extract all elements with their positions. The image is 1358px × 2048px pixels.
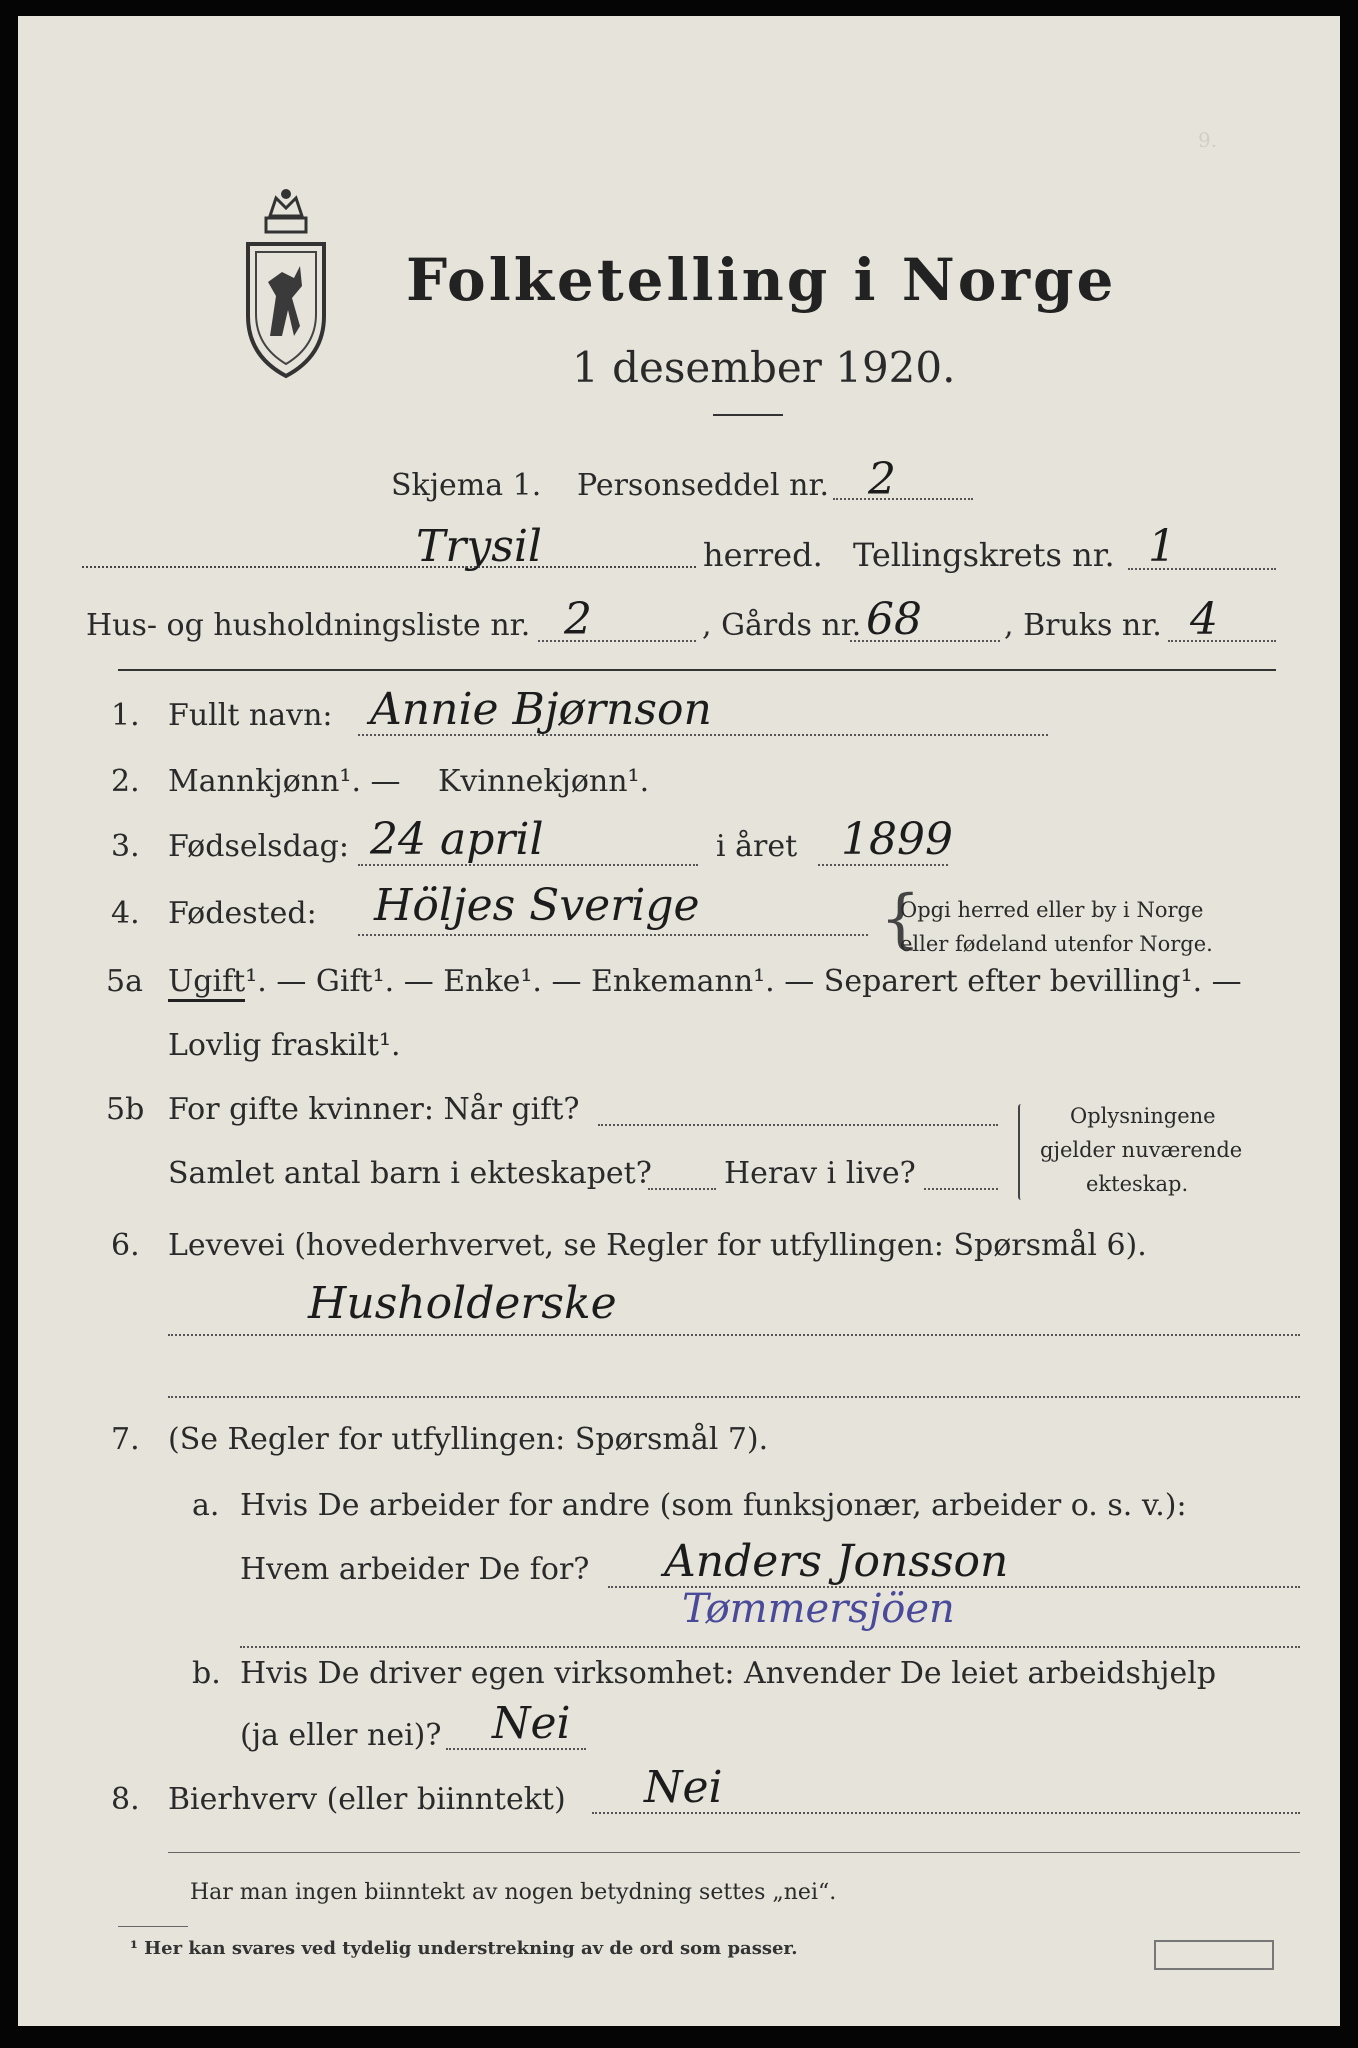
hus-line — [538, 640, 696, 642]
personseddel-label: Personseddel nr. — [577, 468, 830, 503]
coat-of-arms-icon — [240, 186, 332, 382]
q7b-line — [446, 1748, 586, 1750]
q6-line2 — [168, 1396, 1300, 1398]
q4-brace: { — [880, 882, 921, 956]
q7-number: 7. — [111, 1422, 140, 1457]
q5b-note-line2: gjelder nuværende — [1040, 1138, 1243, 1162]
q1-label: Fullt navn: — [168, 698, 333, 733]
q8-number: 8. — [111, 1782, 140, 1817]
q7b-label: (ja eller nei)? — [240, 1718, 442, 1753]
bruks-line — [1168, 640, 1276, 642]
q5b-number: 5b — [106, 1092, 145, 1127]
census-form-page — [18, 16, 1340, 2026]
bruks-label: , Bruks nr. — [1004, 608, 1162, 643]
q8-value: Nei — [644, 1762, 723, 1813]
q5b-children-label: Samlet antal barn i ekteskapet? — [168, 1156, 652, 1191]
q3-number: 3. — [111, 829, 140, 864]
q5b-alive-line — [924, 1188, 998, 1190]
herred-line — [82, 566, 696, 568]
q3-label: Fødselsdag: — [168, 829, 349, 864]
hus-value: 2 — [564, 594, 592, 645]
q6-occupation-value: Husholderske — [308, 1278, 617, 1329]
q7a-line1: Hvis De arbeider for andre (som funksjonær, arbeider o. s. v.): — [240, 1488, 1187, 1523]
q2-male-label: Mannkjønn¹. — — [168, 764, 401, 799]
bruks-value: 4 — [1190, 594, 1218, 645]
q1-line — [358, 734, 1048, 736]
q1-full-name-value: Annie Bjørnson — [370, 684, 712, 735]
bleed-through-text: 9. — [1198, 128, 1218, 152]
q5b-alive-label: Herav i live? — [724, 1156, 916, 1191]
skjema-label: Skjema 1. — [391, 468, 542, 503]
q6-number: 6. — [111, 1228, 140, 1263]
q4-number: 4. — [111, 896, 140, 931]
q3-birthdate-value: 24 april — [370, 814, 544, 865]
q7b-number: b. — [192, 1656, 221, 1691]
q5b-married-line — [598, 1124, 998, 1126]
q5b-married-label: For gifte kvinner: Når gift? — [168, 1092, 580, 1127]
q5a-ugift: Ugift — [168, 964, 245, 1002]
q5a-options — [168, 964, 1242, 999]
q7a-employer-place-value: Tømmersjöen — [682, 1586, 955, 1632]
q3-year-value: 1899 — [841, 814, 953, 865]
q5b-bracket — [1018, 1104, 1024, 1200]
q8-label: Bierhverv (eller biinntekt) — [168, 1782, 566, 1817]
q4-label: Fødested: — [168, 896, 317, 931]
q1-number: 1. — [111, 698, 140, 733]
footnote: ¹ Her kan svares ved tydelig understrekning av de ord som passer. — [130, 1938, 798, 1959]
hus-label: Hus- og husholdningsliste nr. — [86, 608, 531, 643]
tellingskrets-line — [1128, 568, 1276, 570]
title-divider — [713, 414, 783, 416]
q7b-value: Nei — [492, 1698, 571, 1749]
q4-note-line2: eller fødeland utenfor Norge. — [900, 932, 1213, 956]
q3-line — [358, 864, 698, 866]
herred-value: Trysil — [416, 521, 542, 572]
q5b-note-line1: Oplysningene — [1070, 1104, 1216, 1128]
personseddel-value: 2 — [868, 454, 896, 505]
q8-line — [592, 1812, 1300, 1814]
gards-label: , Gårds nr. — [702, 608, 862, 643]
header-rule — [118, 669, 1276, 671]
tellingskrets-value: 1 — [1148, 521, 1176, 572]
form-title: Folketelling i Norge — [406, 246, 1117, 314]
q3-year-line — [818, 864, 948, 866]
q6-label: Levevei (hovederhvervet, se Regler for utfyllingen: Spørsmål 6). — [168, 1228, 1147, 1263]
footer-note: Har man ingen biinntekt av nogen betydning settes „nei“. — [190, 1880, 837, 1905]
q7b-line1: Hvis De driver egen virksomhet: Anvender De leiet arbeidshjelp — [240, 1656, 1217, 1691]
q2-female-label: Kvinnekjønn¹. — [438, 764, 650, 799]
personseddel-line — [833, 498, 973, 500]
q7-label: (Se Regler for utfyllingen: Spørsmål 7). — [168, 1422, 769, 1457]
q2-number: 2. — [111, 764, 140, 799]
q7a-number: a. — [192, 1488, 220, 1523]
footnote-rule — [118, 1926, 188, 1927]
q7a-line2 — [240, 1646, 1300, 1648]
gards-value: 68 — [866, 594, 922, 645]
tellingskrets-label: Tellingskrets nr. — [853, 536, 1115, 574]
q4-line — [358, 934, 868, 936]
q5b-note-line3: ekteskap. — [1086, 1172, 1189, 1196]
gards-line — [850, 640, 1000, 642]
footer-rule — [168, 1852, 1300, 1853]
q5b-children-line — [648, 1188, 716, 1190]
form-date: 1 desember 1920. — [572, 343, 956, 392]
q4-birthplace-value: Höljes Sverige — [374, 880, 700, 931]
q7a-employer-value: Anders Jonsson — [664, 1536, 1009, 1587]
q4-note-line1: Opgi herred eller by i Norge — [900, 898, 1204, 922]
q5a-line2: Lovlig fraskilt¹. — [168, 1028, 401, 1063]
printer-stamp — [1154, 1940, 1274, 1970]
q6-line1 — [168, 1334, 1300, 1336]
q5a-number: 5a — [106, 964, 143, 999]
q7a-employer-label: Hvem arbeider De for? — [240, 1552, 590, 1587]
herred-label: herred. — [703, 536, 823, 574]
q3-year-label: i året — [716, 829, 798, 864]
q5a-other-options: ¹. — Gift¹. — Enke¹. — Enkemann¹. — Separert efter bevilling¹. — — [245, 964, 1242, 999]
